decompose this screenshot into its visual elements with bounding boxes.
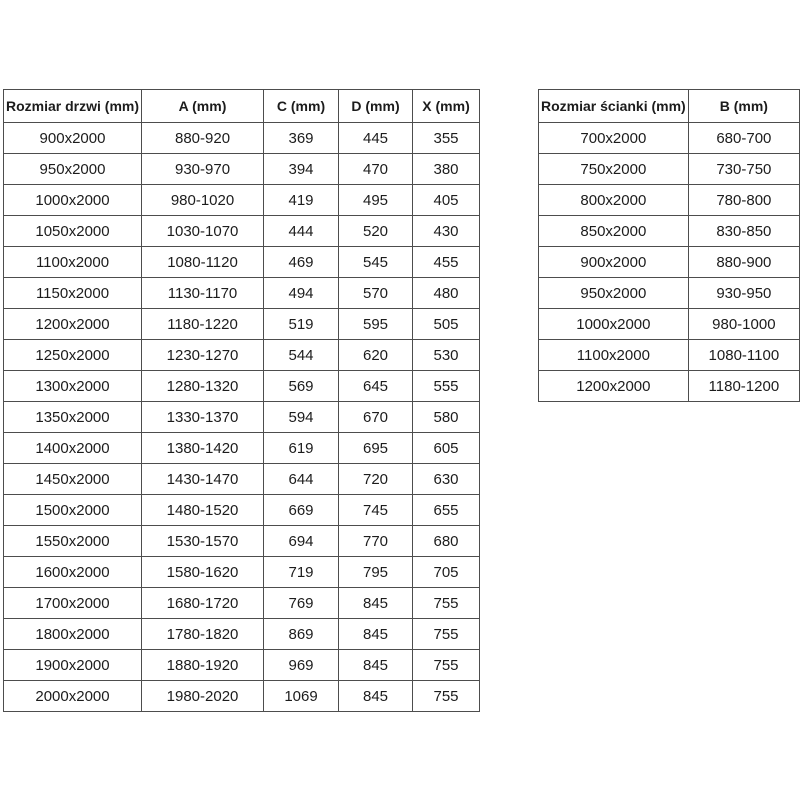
table-cell: 1180-1200 bbox=[688, 371, 799, 402]
table-row bbox=[4, 154, 480, 185]
table-cell: 495 bbox=[339, 185, 413, 216]
table-cell: 380 bbox=[413, 154, 480, 185]
table-cell: 1050x2000 bbox=[4, 216, 142, 247]
table-cell: 444 bbox=[264, 216, 339, 247]
table-row bbox=[4, 588, 480, 619]
table-cell: 1430-1470 bbox=[142, 464, 264, 495]
table-cell: 705 bbox=[413, 557, 480, 588]
table-row bbox=[4, 650, 480, 681]
table-cell: 645 bbox=[339, 371, 413, 402]
table-cell: 355 bbox=[413, 123, 480, 154]
table-row bbox=[4, 371, 480, 402]
table-row bbox=[4, 247, 480, 278]
table-cell: 1780-1820 bbox=[142, 619, 264, 650]
table-cell: 1700x2000 bbox=[4, 588, 142, 619]
table-cell: 1250x2000 bbox=[4, 340, 142, 371]
table-cell: 800x2000 bbox=[539, 185, 689, 216]
table-row bbox=[539, 247, 800, 278]
table-cell: 1600x2000 bbox=[4, 557, 142, 588]
column-header: C (mm) bbox=[264, 90, 339, 123]
table-cell: 369 bbox=[264, 123, 339, 154]
table-cell: 1300x2000 bbox=[4, 371, 142, 402]
table-cell: 619 bbox=[264, 433, 339, 464]
table-cell: 1380-1420 bbox=[142, 433, 264, 464]
table-row bbox=[4, 123, 480, 154]
table-row bbox=[539, 340, 800, 371]
table-row bbox=[4, 495, 480, 526]
door-sizes-table bbox=[3, 89, 480, 712]
table-cell: 880-900 bbox=[688, 247, 799, 278]
wall-sizes-table bbox=[538, 89, 800, 402]
table-cell: 755 bbox=[413, 619, 480, 650]
table-row bbox=[4, 681, 480, 712]
column-header: X (mm) bbox=[413, 90, 480, 123]
table-cell: 930-970 bbox=[142, 154, 264, 185]
table-cell: 930-950 bbox=[688, 278, 799, 309]
table-cell: 519 bbox=[264, 309, 339, 340]
table-cell: 1480-1520 bbox=[142, 495, 264, 526]
table-cell: 1400x2000 bbox=[4, 433, 142, 464]
table-row bbox=[4, 216, 480, 247]
table-cell: 1000x2000 bbox=[4, 185, 142, 216]
table-cell: 745 bbox=[339, 495, 413, 526]
table-row bbox=[539, 154, 800, 185]
table-cell: 1330-1370 bbox=[142, 402, 264, 433]
table-cell: 1450x2000 bbox=[4, 464, 142, 495]
table-cell: 470 bbox=[339, 154, 413, 185]
table-cell: 795 bbox=[339, 557, 413, 588]
table-cell: 570 bbox=[339, 278, 413, 309]
table-cell: 720 bbox=[339, 464, 413, 495]
table-cell: 1580-1620 bbox=[142, 557, 264, 588]
table-cell: 1900x2000 bbox=[4, 650, 142, 681]
table-cell: 694 bbox=[264, 526, 339, 557]
wall-table-header-row bbox=[539, 90, 800, 123]
column-header: Rozmiar drzwi (mm) bbox=[4, 90, 142, 123]
table-cell: 494 bbox=[264, 278, 339, 309]
table-row bbox=[4, 402, 480, 433]
table-cell: 644 bbox=[264, 464, 339, 495]
table-cell: 580 bbox=[413, 402, 480, 433]
table-cell: 670 bbox=[339, 402, 413, 433]
table-cell: 545 bbox=[339, 247, 413, 278]
table-cell: 1000x2000 bbox=[539, 309, 689, 340]
table-cell: 1550x2000 bbox=[4, 526, 142, 557]
table-cell: 430 bbox=[413, 216, 480, 247]
table-cell: 1980-2020 bbox=[142, 681, 264, 712]
table-cell: 900x2000 bbox=[4, 123, 142, 154]
table-row bbox=[4, 526, 480, 557]
table-row bbox=[4, 340, 480, 371]
table-cell: 750x2000 bbox=[539, 154, 689, 185]
table-cell: 695 bbox=[339, 433, 413, 464]
table-cell: 755 bbox=[413, 650, 480, 681]
table-cell: 595 bbox=[339, 309, 413, 340]
table-cell: 1350x2000 bbox=[4, 402, 142, 433]
table-cell: 1080-1120 bbox=[142, 247, 264, 278]
door-table-header-row bbox=[4, 90, 480, 123]
table-cell: 1200x2000 bbox=[4, 309, 142, 340]
column-header: Rozmiar ścianki (mm) bbox=[539, 90, 689, 123]
column-header: B (mm) bbox=[688, 90, 799, 123]
table-row bbox=[539, 185, 800, 216]
table-cell: 1030-1070 bbox=[142, 216, 264, 247]
table-cell: 969 bbox=[264, 650, 339, 681]
table-cell: 469 bbox=[264, 247, 339, 278]
table-cell: 1680-1720 bbox=[142, 588, 264, 619]
table-cell: 869 bbox=[264, 619, 339, 650]
table-cell: 405 bbox=[413, 185, 480, 216]
table-cell: 1500x2000 bbox=[4, 495, 142, 526]
table-cell: 950x2000 bbox=[539, 278, 689, 309]
table-cell: 845 bbox=[339, 650, 413, 681]
table-row bbox=[4, 464, 480, 495]
table-row bbox=[4, 278, 480, 309]
table-row bbox=[4, 185, 480, 216]
table-cell: 700x2000 bbox=[539, 123, 689, 154]
table-cell: 1100x2000 bbox=[4, 247, 142, 278]
table-cell: 980-1020 bbox=[142, 185, 264, 216]
column-header: A (mm) bbox=[142, 90, 264, 123]
table-cell: 830-850 bbox=[688, 216, 799, 247]
table-cell: 880-920 bbox=[142, 123, 264, 154]
table-cell: 770 bbox=[339, 526, 413, 557]
table-row bbox=[4, 557, 480, 588]
table-cell: 555 bbox=[413, 371, 480, 402]
table-cell: 900x2000 bbox=[539, 247, 689, 278]
table-cell: 544 bbox=[264, 340, 339, 371]
table-cell: 1880-1920 bbox=[142, 650, 264, 681]
table-cell: 655 bbox=[413, 495, 480, 526]
table-cell: 505 bbox=[413, 309, 480, 340]
table-cell: 769 bbox=[264, 588, 339, 619]
table-cell: 605 bbox=[413, 433, 480, 464]
table-cell: 394 bbox=[264, 154, 339, 185]
table-row bbox=[539, 371, 800, 402]
table-cell: 520 bbox=[339, 216, 413, 247]
table-cell: 669 bbox=[264, 495, 339, 526]
table-cell: 480 bbox=[413, 278, 480, 309]
table-cell: 719 bbox=[264, 557, 339, 588]
column-header: D (mm) bbox=[339, 90, 413, 123]
table-row bbox=[539, 123, 800, 154]
table-row bbox=[539, 278, 800, 309]
table-cell: 594 bbox=[264, 402, 339, 433]
table-cell: 755 bbox=[413, 588, 480, 619]
table-cell: 445 bbox=[339, 123, 413, 154]
table-cell: 419 bbox=[264, 185, 339, 216]
table-cell: 630 bbox=[413, 464, 480, 495]
table-cell: 1100x2000 bbox=[539, 340, 689, 371]
table-row bbox=[539, 309, 800, 340]
table-cell: 455 bbox=[413, 247, 480, 278]
table-cell: 845 bbox=[339, 681, 413, 712]
table-cell: 780-800 bbox=[688, 185, 799, 216]
table-row bbox=[4, 619, 480, 650]
table-cell: 850x2000 bbox=[539, 216, 689, 247]
table-cell: 2000x2000 bbox=[4, 681, 142, 712]
table-cell: 845 bbox=[339, 588, 413, 619]
table-cell: 530 bbox=[413, 340, 480, 371]
table-cell: 1200x2000 bbox=[539, 371, 689, 402]
table-row bbox=[4, 433, 480, 464]
table-cell: 680 bbox=[413, 526, 480, 557]
table-cell: 1150x2000 bbox=[4, 278, 142, 309]
table-cell: 620 bbox=[339, 340, 413, 371]
table-cell: 680-700 bbox=[688, 123, 799, 154]
table-row bbox=[4, 309, 480, 340]
table-cell: 1080-1100 bbox=[688, 340, 799, 371]
table-row bbox=[539, 216, 800, 247]
table-cell: 1180-1220 bbox=[142, 309, 264, 340]
table-cell: 569 bbox=[264, 371, 339, 402]
table-cell: 1069 bbox=[264, 681, 339, 712]
table-cell: 845 bbox=[339, 619, 413, 650]
table-cell: 755 bbox=[413, 681, 480, 712]
table-cell: 730-750 bbox=[688, 154, 799, 185]
table-cell: 1800x2000 bbox=[4, 619, 142, 650]
table-cell: 1530-1570 bbox=[142, 526, 264, 557]
table-cell: 1130-1170 bbox=[142, 278, 264, 309]
table-cell: 980-1000 bbox=[688, 309, 799, 340]
table-cell: 950x2000 bbox=[4, 154, 142, 185]
table-cell: 1230-1270 bbox=[142, 340, 264, 371]
table-cell: 1280-1320 bbox=[142, 371, 264, 402]
